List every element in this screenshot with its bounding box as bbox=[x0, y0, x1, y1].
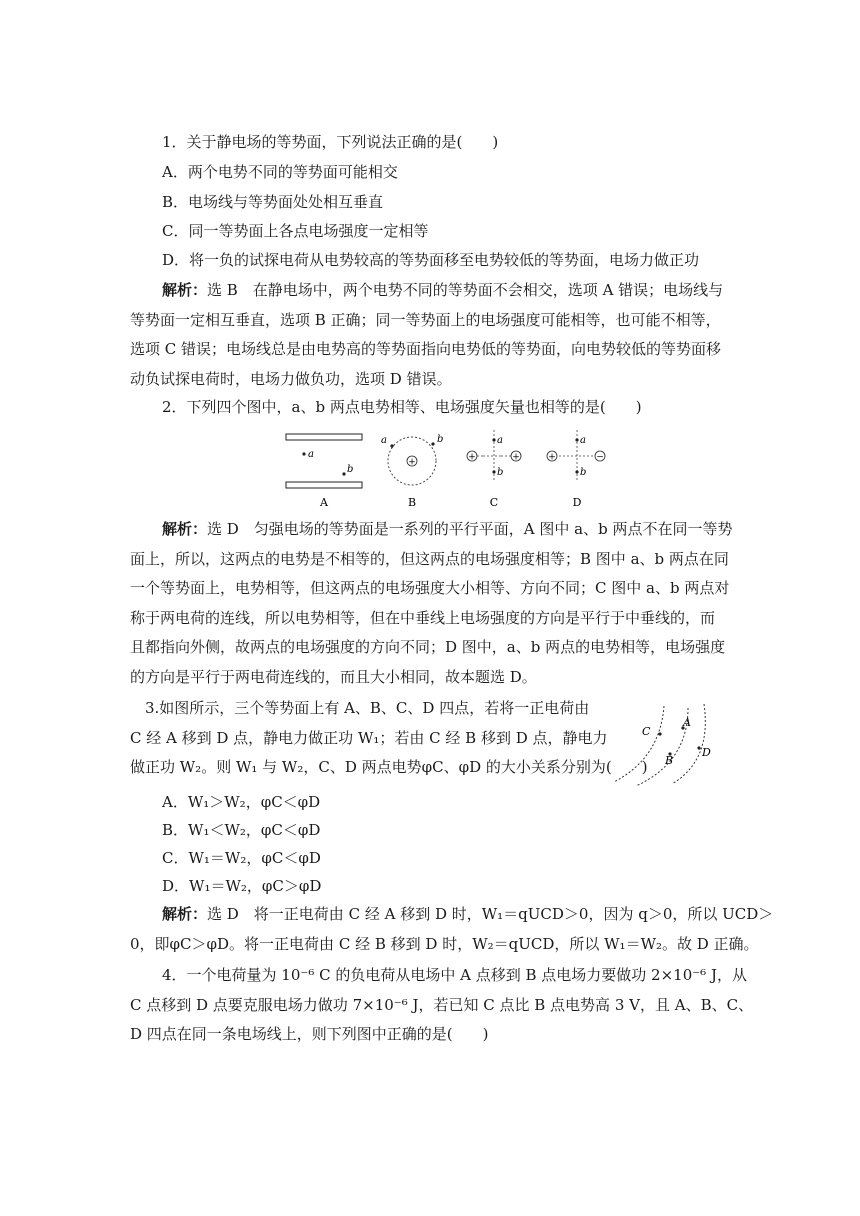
q2-figure bbox=[280, 426, 620, 512]
q4-stem-line-1: 4．一个电荷量为 10⁻⁶ C 的负电荷从电场中 A 点移到 B 点电场力要做功 2×10⁻⁶ J，从 bbox=[162, 966, 747, 984]
q2-analysis-line-6: 的方向是平行于两电荷连线的，而且大小相同，故本题选 D。 bbox=[130, 667, 537, 686]
q1-option-c: C．同一等势面上各点电场强度一定相等 bbox=[162, 222, 429, 240]
q2-analysis bbox=[130, 515, 733, 692]
q3-equipotential-left bbox=[614, 706, 664, 782]
q2-analysis-line-3: 一个等势面上，电势相等，但这两点的电场强度大小相等、方向不同；C 图中 a、b 两点对 bbox=[130, 579, 730, 597]
q2-analysis-line-5: 且都指向外侧，故两点的电场强度的方向不同；D 图中，a、b 两点的电势相等，电场强度 bbox=[130, 638, 726, 656]
q3-analysis bbox=[130, 900, 773, 959]
q3-label-a: A bbox=[683, 716, 691, 729]
q2-analysis-line-1: 选 D 匀强电场的等势面是一系列的平行平面，A 图中 a、b 两点不在同一等势 bbox=[207, 520, 733, 538]
q2-figure-d-point-b bbox=[575, 470, 578, 473]
q2-figure-a-label-b: b bbox=[347, 464, 354, 475]
q2-figure-label-b: B bbox=[407, 496, 417, 509]
q2-analysis-line-2: 面上，所以，这两点的电势是不相等的，但这两点的电场强度相等；B 图中 a、b 两点在同 bbox=[130, 549, 729, 568]
q1-option-b: B．电场线与等势面处处相互垂直 bbox=[162, 193, 384, 211]
q2-figure-a-label-a: a bbox=[308, 449, 314, 460]
q2-figure-d-minus: − bbox=[596, 452, 604, 463]
q3-option-c: C．W₁＝W₂，φC＜φD bbox=[162, 849, 321, 867]
q3-label-b: B bbox=[665, 754, 674, 767]
q3-label-d: D bbox=[702, 746, 711, 759]
q1-analysis-line-2: 等势面一定相互垂直，选项 B 正确；同一等势面上的电场强度可能相等，也可能不相等， bbox=[130, 310, 721, 329]
q2-figure-c-point-a bbox=[492, 438, 495, 441]
q2-figure-a-top-plate bbox=[286, 434, 362, 440]
q2-figure-d-point-a bbox=[575, 438, 578, 441]
q1-option-d: D．将一负的试探电荷从电势较高的等势面移至电势较低的等势面，电场力做正功 bbox=[162, 251, 700, 269]
q2-figure-a-point-b bbox=[342, 472, 345, 475]
q3-option-a: A．W₁＞W₂，φC＜φD bbox=[162, 793, 321, 811]
q2-figure-d-plus: + bbox=[548, 452, 556, 463]
q2-figure-a-bottom-plate bbox=[286, 482, 362, 488]
q2-figure-d-label-b: b bbox=[580, 467, 587, 478]
q1-analysis bbox=[130, 276, 723, 394]
q4-stem-line-3: D 四点在同一条电场线上，则下列图中正确的是( ) bbox=[130, 1025, 489, 1043]
q2-figure-label-c: C bbox=[489, 496, 499, 509]
q2-figure-c-point-b bbox=[492, 470, 495, 473]
q3-analysis-label: 解析： bbox=[162, 905, 208, 923]
q3-figure bbox=[608, 700, 718, 786]
q1-option-a: A．两个电势不同的等势面可能相交 bbox=[162, 163, 398, 181]
q3-stem-line-2: C 经 A 移到 D 点，静电力做正功 W₁；若由 C 经 B 移到 D 点，静电力 bbox=[130, 728, 608, 747]
q2-figure-b-label-a: a bbox=[381, 435, 387, 446]
q1-analysis-line-1: 选 B 在静电场中，两个电势不同的等势面不会相交，选项 A 错误；电场线与 bbox=[207, 281, 724, 299]
q2-figure-c-label-a: a bbox=[497, 435, 503, 446]
q2-figure-a-point-a bbox=[302, 452, 305, 455]
q2-figure-c-plus-right: + bbox=[512, 452, 520, 463]
q1-stem: 1．关于静电场的等势面，下列说法正确的是( ) bbox=[162, 133, 499, 151]
q2-analysis-label: 解析： bbox=[162, 520, 208, 538]
q2-figure-b-plus: + bbox=[408, 457, 416, 468]
q3-analysis-line-1: 选 D 将一正电荷由 C 经 A 移到 D 时，W₁＝qUCD＞0，因为 q＞0，所以 UCD＞ bbox=[207, 905, 774, 923]
q3-stem-line-1: 3.如图所示，三个等势面上有 A、B、C、D 四点，若将一正电荷由 bbox=[145, 699, 590, 717]
q4-stem-line-2: C 点移到 D 点要克服电场力做功 7×10⁻⁶ J，若已知 C 点比 B 点电势高 3 V，且 A、B、C、 bbox=[130, 995, 754, 1014]
q2-figure-label-d: D bbox=[572, 496, 582, 509]
q3-point-c bbox=[658, 732, 661, 735]
q4-stem bbox=[130, 961, 753, 1050]
q1-analysis-line-4: 动负试探电荷时，电场力做负功，选项 D 错误。 bbox=[130, 369, 452, 388]
q2-analysis-line-4: 称于两电荷的连线，所以电势相等，但在中垂线上电场强度的方向是平行于中垂线的，而 bbox=[130, 608, 716, 627]
q2-figure-b-point-a bbox=[390, 444, 393, 447]
q3-label-c: C bbox=[642, 725, 651, 738]
q3-stem-line-3: 做正功 W₂。则 W₁ 与 W₂，C、D 两点电势φC、φD 的大小关系分别为( ) bbox=[130, 758, 648, 776]
q3-point-d bbox=[697, 746, 700, 749]
q1-analysis-label: 解析： bbox=[162, 281, 208, 299]
q2-stem: 2．下列四个图中，a、b 两点电势相等、电场强度矢量也相等的是( ) bbox=[162, 398, 642, 416]
q3-option-d: D．W₁＝W₂，φC＞φD bbox=[162, 877, 322, 895]
q3-analysis-line-2: 0，即φC＞φD。将一正电荷由 C 经 B 移到 D 时，W₂＝qUCD，所以 W₁＝W₂。故 D 正确。 bbox=[130, 934, 759, 953]
q2-figure-b-label-b: b bbox=[437, 434, 444, 445]
q2-figure-c-label-b: b bbox=[497, 467, 504, 478]
q3-option-b: B．W₁＜W₂，φC＜φD bbox=[162, 821, 321, 839]
q3-stem bbox=[130, 694, 648, 783]
q1-analysis-line-3: 选项 C 错误；电场线总是由电势高的等势面指向电势低的等势面，向电势较低的等势面移 bbox=[130, 340, 722, 358]
q2-figure-d-label-a: a bbox=[580, 435, 586, 446]
q2-figure-c-plus-left: + bbox=[468, 452, 476, 463]
q2-figure-label-a: A bbox=[320, 496, 328, 509]
q2-figure-b-point-b bbox=[431, 442, 434, 445]
